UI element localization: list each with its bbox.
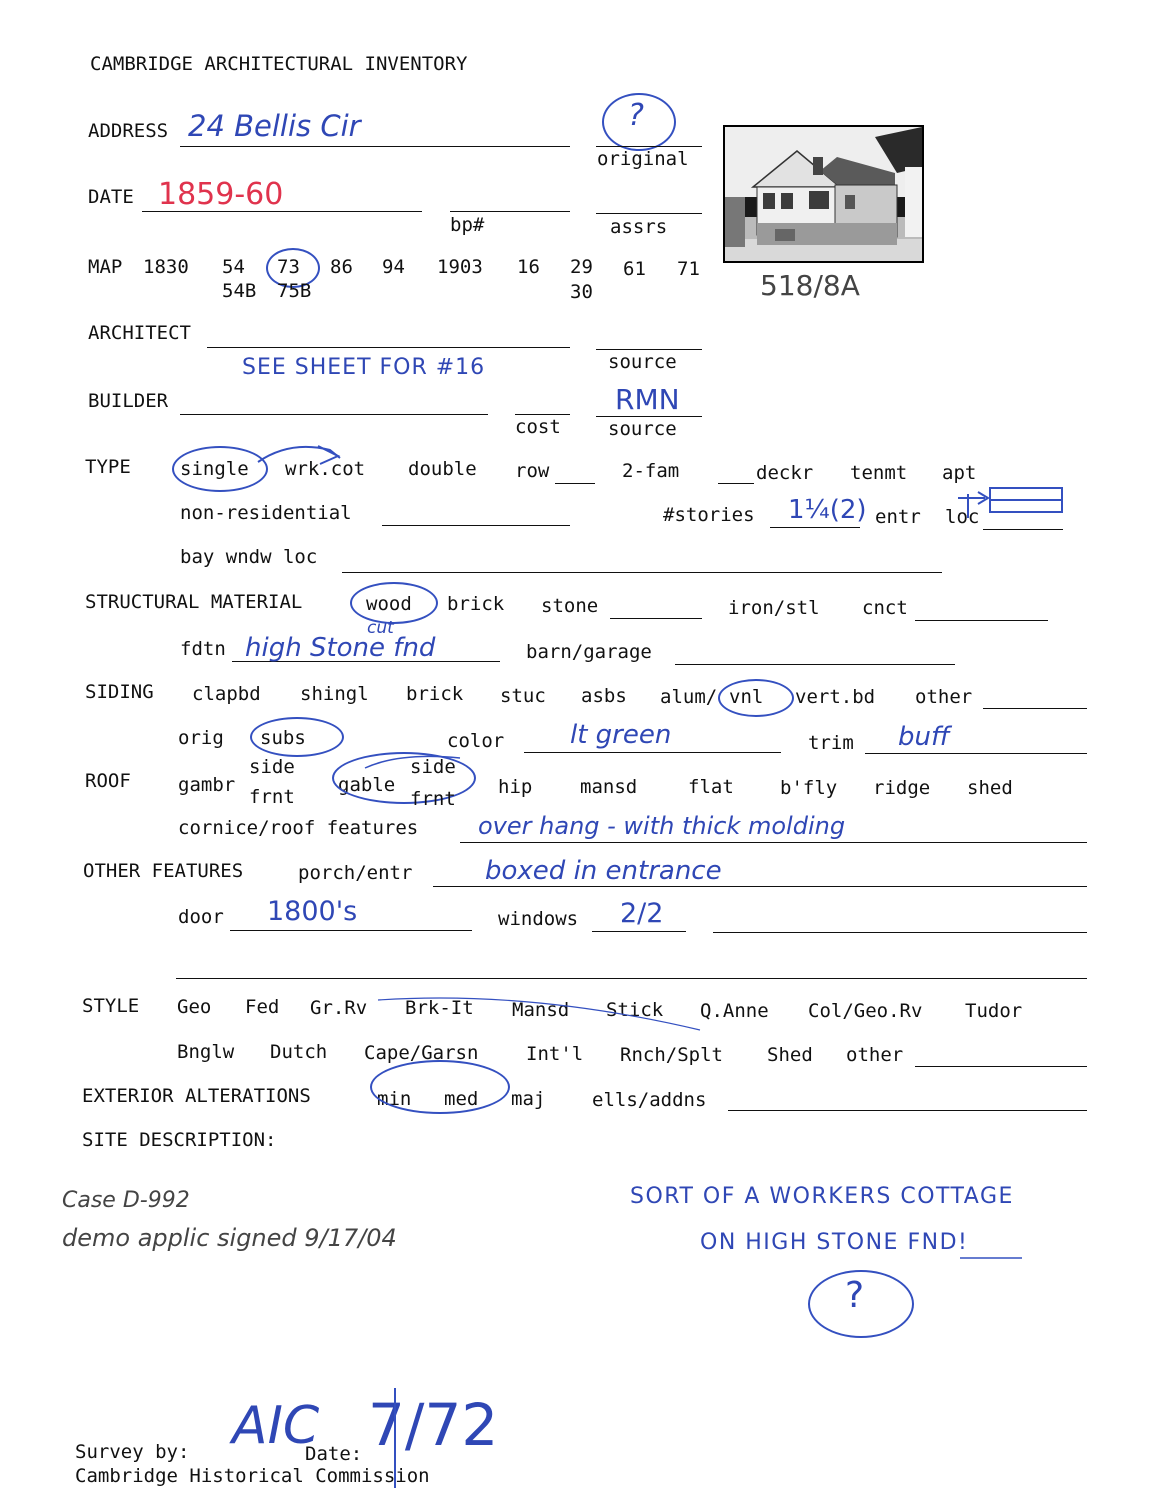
map-label: MAP bbox=[88, 256, 123, 278]
style-fed: Fed bbox=[245, 996, 280, 1018]
type-wrk-cot: wrk.cot bbox=[285, 458, 366, 480]
roof-ridge: ridge bbox=[873, 777, 931, 799]
style-shed: Shed bbox=[767, 1044, 813, 1066]
builder-source-handwriting: RMN bbox=[615, 383, 680, 416]
fdtn-handwriting: high Stone fnd bbox=[245, 633, 436, 663]
style-tudor: Tudor bbox=[965, 1000, 1023, 1022]
entr-label: entr bbox=[875, 506, 921, 528]
siding-vertbd: vert.bd bbox=[795, 686, 876, 708]
structural-cnct: cnct bbox=[862, 597, 908, 619]
door-label: door bbox=[178, 906, 224, 928]
surveyor-initials: AIC bbox=[232, 1396, 320, 1456]
type-label: TYPE bbox=[85, 456, 131, 478]
alterations-ells: ells/addns bbox=[592, 1089, 707, 1111]
siding-stuc: stuc bbox=[500, 685, 546, 707]
survey-label: Survey by: bbox=[75, 1441, 190, 1463]
type-double: double bbox=[408, 458, 477, 480]
type-row: row bbox=[515, 460, 550, 482]
alterations-min: min bbox=[377, 1088, 412, 1110]
builder-label: BUILDER bbox=[88, 390, 169, 412]
date-label: DATE bbox=[88, 186, 134, 208]
roof-hip: hip bbox=[498, 776, 533, 798]
survey-date-label: Date: bbox=[305, 1443, 363, 1465]
siding-brick: brick bbox=[406, 683, 464, 705]
architect-source-label: source bbox=[608, 351, 677, 373]
site-note-1: SORT OF A WORKERS COTTAGE bbox=[630, 1184, 1014, 1209]
style-dutch: Dutch bbox=[270, 1041, 328, 1063]
map-16: 16 bbox=[517, 256, 540, 278]
address-handwriting: 24 Bellis Cir bbox=[188, 109, 361, 143]
site-question-mark: ? bbox=[845, 1275, 865, 1316]
map-75b: 75B bbox=[277, 280, 312, 302]
cornice-label: cornice/roof features bbox=[178, 817, 419, 839]
style-rnch: Rnch/Splt bbox=[620, 1044, 723, 1066]
map-71: 71 bbox=[677, 258, 700, 280]
cost-label: cost bbox=[515, 416, 561, 438]
style-other: other bbox=[846, 1044, 904, 1066]
roof-gambr: gambr bbox=[178, 774, 236, 796]
type-apt: apt bbox=[942, 462, 977, 484]
style-grrv: Gr.Rv bbox=[310, 997, 368, 1019]
map-1903: 1903 bbox=[437, 256, 483, 278]
architect-label: ARCHITECT bbox=[88, 322, 191, 344]
site-label: SITE DESCRIPTION: bbox=[82, 1129, 277, 1151]
roof-flat: flat bbox=[688, 776, 734, 798]
color-label: color bbox=[447, 730, 505, 752]
siding-vnl: vnl bbox=[729, 686, 764, 708]
map-94: 94 bbox=[382, 256, 405, 278]
case-note: Case D-992 bbox=[62, 1188, 190, 1213]
builder-source-label: source bbox=[608, 418, 677, 440]
subs-label: subs bbox=[260, 727, 306, 749]
trim-label: trim bbox=[808, 732, 854, 754]
style-cape: Cape/Garsn bbox=[364, 1042, 479, 1064]
assrs-label: assrs bbox=[610, 216, 668, 238]
other-features-label: OTHER FEATURES bbox=[83, 860, 244, 882]
roof-bfly: b'fly bbox=[780, 777, 838, 799]
siding-asbs: asbs bbox=[581, 685, 627, 707]
fdtn-cut: cut bbox=[367, 618, 394, 638]
orig-label: orig bbox=[178, 727, 224, 749]
bp-label: bp# bbox=[450, 214, 485, 236]
door-handwriting: 1800's bbox=[267, 896, 358, 927]
style-colgeorv: Col/Geo.Rv bbox=[808, 1000, 923, 1022]
fdtn-label: fdtn bbox=[180, 638, 226, 660]
structural-label: STRUCTURAL MATERIAL bbox=[85, 591, 303, 613]
demo-note: demo applic signed 9/17/04 bbox=[62, 1224, 397, 1252]
siding-clapbd: clapbd bbox=[192, 683, 261, 705]
style-stick: Stick bbox=[606, 999, 664, 1021]
siding-shingl: shingl bbox=[300, 683, 369, 705]
alterations-label: EXTERIOR ALTERATIONS bbox=[82, 1085, 311, 1107]
roof-shed: shed bbox=[967, 777, 1013, 799]
type-single: single bbox=[180, 458, 249, 480]
alterations-med: med bbox=[444, 1088, 479, 1110]
type-deckr: deckr bbox=[756, 462, 814, 484]
style-mansd: Mansd bbox=[512, 999, 570, 1021]
map-54: 54 bbox=[222, 256, 245, 278]
style-intl: Int'l bbox=[526, 1043, 584, 1065]
color-handwriting: lt green bbox=[570, 720, 672, 750]
original-question-mark: ? bbox=[628, 98, 644, 133]
siding-alum: alum/ bbox=[660, 686, 718, 708]
barn-label: barn/garage bbox=[526, 641, 652, 663]
style-brkit: Brk-It bbox=[405, 997, 474, 1019]
map-61: 61 bbox=[623, 258, 646, 280]
type-2fam: 2-fam bbox=[622, 460, 680, 482]
loc-label: loc bbox=[945, 506, 980, 528]
style-bnglw: Bnglw bbox=[177, 1041, 235, 1063]
type-tenmt: tenmt bbox=[850, 462, 908, 484]
photo-id: 518/8A bbox=[760, 269, 860, 302]
map-1830: 1830 bbox=[143, 256, 189, 278]
roof-gable-side: side bbox=[410, 756, 456, 778]
style-geo: Geo bbox=[177, 996, 212, 1018]
style-label: STYLE bbox=[82, 995, 140, 1017]
form-title: CAMBRIDGE ARCHITECTURAL INVENTORY bbox=[90, 53, 468, 75]
map-73: 73 bbox=[277, 256, 300, 278]
alterations-maj: maj bbox=[511, 1088, 546, 1110]
commission-label: Cambridge Historical Commission bbox=[75, 1465, 430, 1487]
map-86: 86 bbox=[330, 256, 353, 278]
roof-label: ROOF bbox=[85, 770, 131, 792]
structural-wood: wood bbox=[366, 593, 412, 615]
stories-handwriting: 1¼(2) bbox=[788, 495, 867, 525]
siding-other: other bbox=[915, 686, 973, 708]
roof-gable-frnt: frnt bbox=[410, 788, 456, 810]
address-label: ADDRESS bbox=[88, 120, 169, 142]
roof-gambr-side: side bbox=[249, 756, 295, 778]
porch-label: porch/entr bbox=[298, 862, 413, 884]
roof-gable: gable bbox=[338, 774, 396, 796]
map-29: 29 bbox=[570, 256, 593, 278]
nonres-label: non-residential bbox=[180, 502, 352, 524]
cornice-handwriting: over hang - with thick molding bbox=[478, 812, 846, 840]
map-30: 30 bbox=[570, 281, 593, 303]
survey-date: 7/72 bbox=[368, 1391, 499, 1459]
roof-gambr-frnt: frnt bbox=[249, 786, 295, 808]
windows-label: windows bbox=[498, 908, 579, 930]
trim-handwriting: buff bbox=[898, 722, 950, 752]
structural-brick: brick bbox=[447, 593, 505, 615]
structural-stone: stone bbox=[541, 595, 599, 617]
bay-label: bay wndw loc bbox=[180, 546, 318, 568]
date-handwriting: 1859-60 bbox=[158, 177, 284, 212]
siding-label: SIDING bbox=[85, 681, 154, 703]
original-label: original bbox=[597, 148, 689, 170]
stories-label: #stories bbox=[663, 504, 755, 526]
style-qanne: Q.Anne bbox=[700, 1000, 769, 1022]
map-54b: 54B bbox=[222, 280, 257, 302]
porch-handwriting: boxed in entrance bbox=[485, 856, 722, 886]
structural-iron: iron/stl bbox=[728, 597, 820, 619]
architect-note: SEE SHEET FOR #16 bbox=[242, 355, 486, 380]
site-note-2: ON HIGH STONE FND! bbox=[700, 1230, 969, 1255]
roof-mansd: mansd bbox=[580, 776, 638, 798]
windows-handwriting: 2/2 bbox=[620, 898, 664, 929]
